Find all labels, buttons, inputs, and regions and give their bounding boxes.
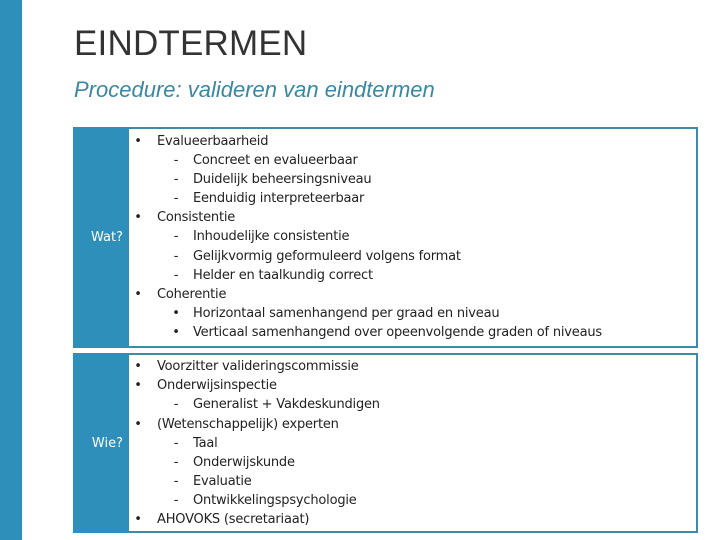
dash-icon: -: [173, 172, 179, 187]
bullet-icon: •: [172, 306, 180, 321]
slide-subtitle: Procedure: valideren van eindtermen: [74, 77, 435, 102]
row-content-wie: • Voorzitter valideringscommissie • Onderwijsinspectie - Generalist + Vakdeskundigen • (Wetenschappelijk) experten - Taal - Onderwijskunde - Evaluatie - Ontwikkelingspsychologie • AHOVOKS (secretariaat): [129, 355, 696, 531]
bullet-icon: •: [134, 417, 142, 432]
table-row-wat: [73, 127, 698, 348]
row-label-wat: Wat?: [73, 127, 129, 348]
dash-icon: -: [173, 249, 179, 264]
accent-side-bar: [0, 0, 22, 540]
dash-icon: -: [173, 436, 179, 451]
bullet-icon: •: [134, 378, 142, 393]
dash-icon: -: [173, 397, 179, 412]
table-row-wie: [73, 353, 698, 533]
bullet-icon: •: [134, 359, 142, 374]
dash-icon: -: [173, 229, 179, 244]
dash-icon: -: [173, 153, 179, 168]
slide-title: EINDTERMEN: [74, 24, 308, 63]
bullet-icon: •: [134, 512, 142, 527]
bullet-icon: •: [172, 325, 180, 340]
dash-icon: -: [173, 455, 179, 470]
dash-icon: -: [173, 493, 179, 508]
bullet-icon: •: [134, 134, 142, 149]
dash-icon: -: [173, 191, 179, 206]
row-label-wie: Wie?: [73, 353, 129, 533]
dash-icon: -: [173, 268, 179, 283]
bullet-icon: •: [134, 210, 142, 225]
row-content-wat: • Evalueerbaarheid - Concreet en evalueerbaar - Duidelijk beheersingsniveau - Eenduidig interpreteerbaar • Consistentie - Inhoudelijke consistentie - Gelijkvormig geformuleerd volgens format - Helder en taalkundig correct • Coherentie • Horizontaal samenhangend per graad en niveau • Verticaal samenhangend over opeenvolgende graden of niveaus: [129, 129, 696, 346]
dash-icon: -: [173, 474, 179, 489]
bullet-icon: •: [134, 287, 142, 302]
